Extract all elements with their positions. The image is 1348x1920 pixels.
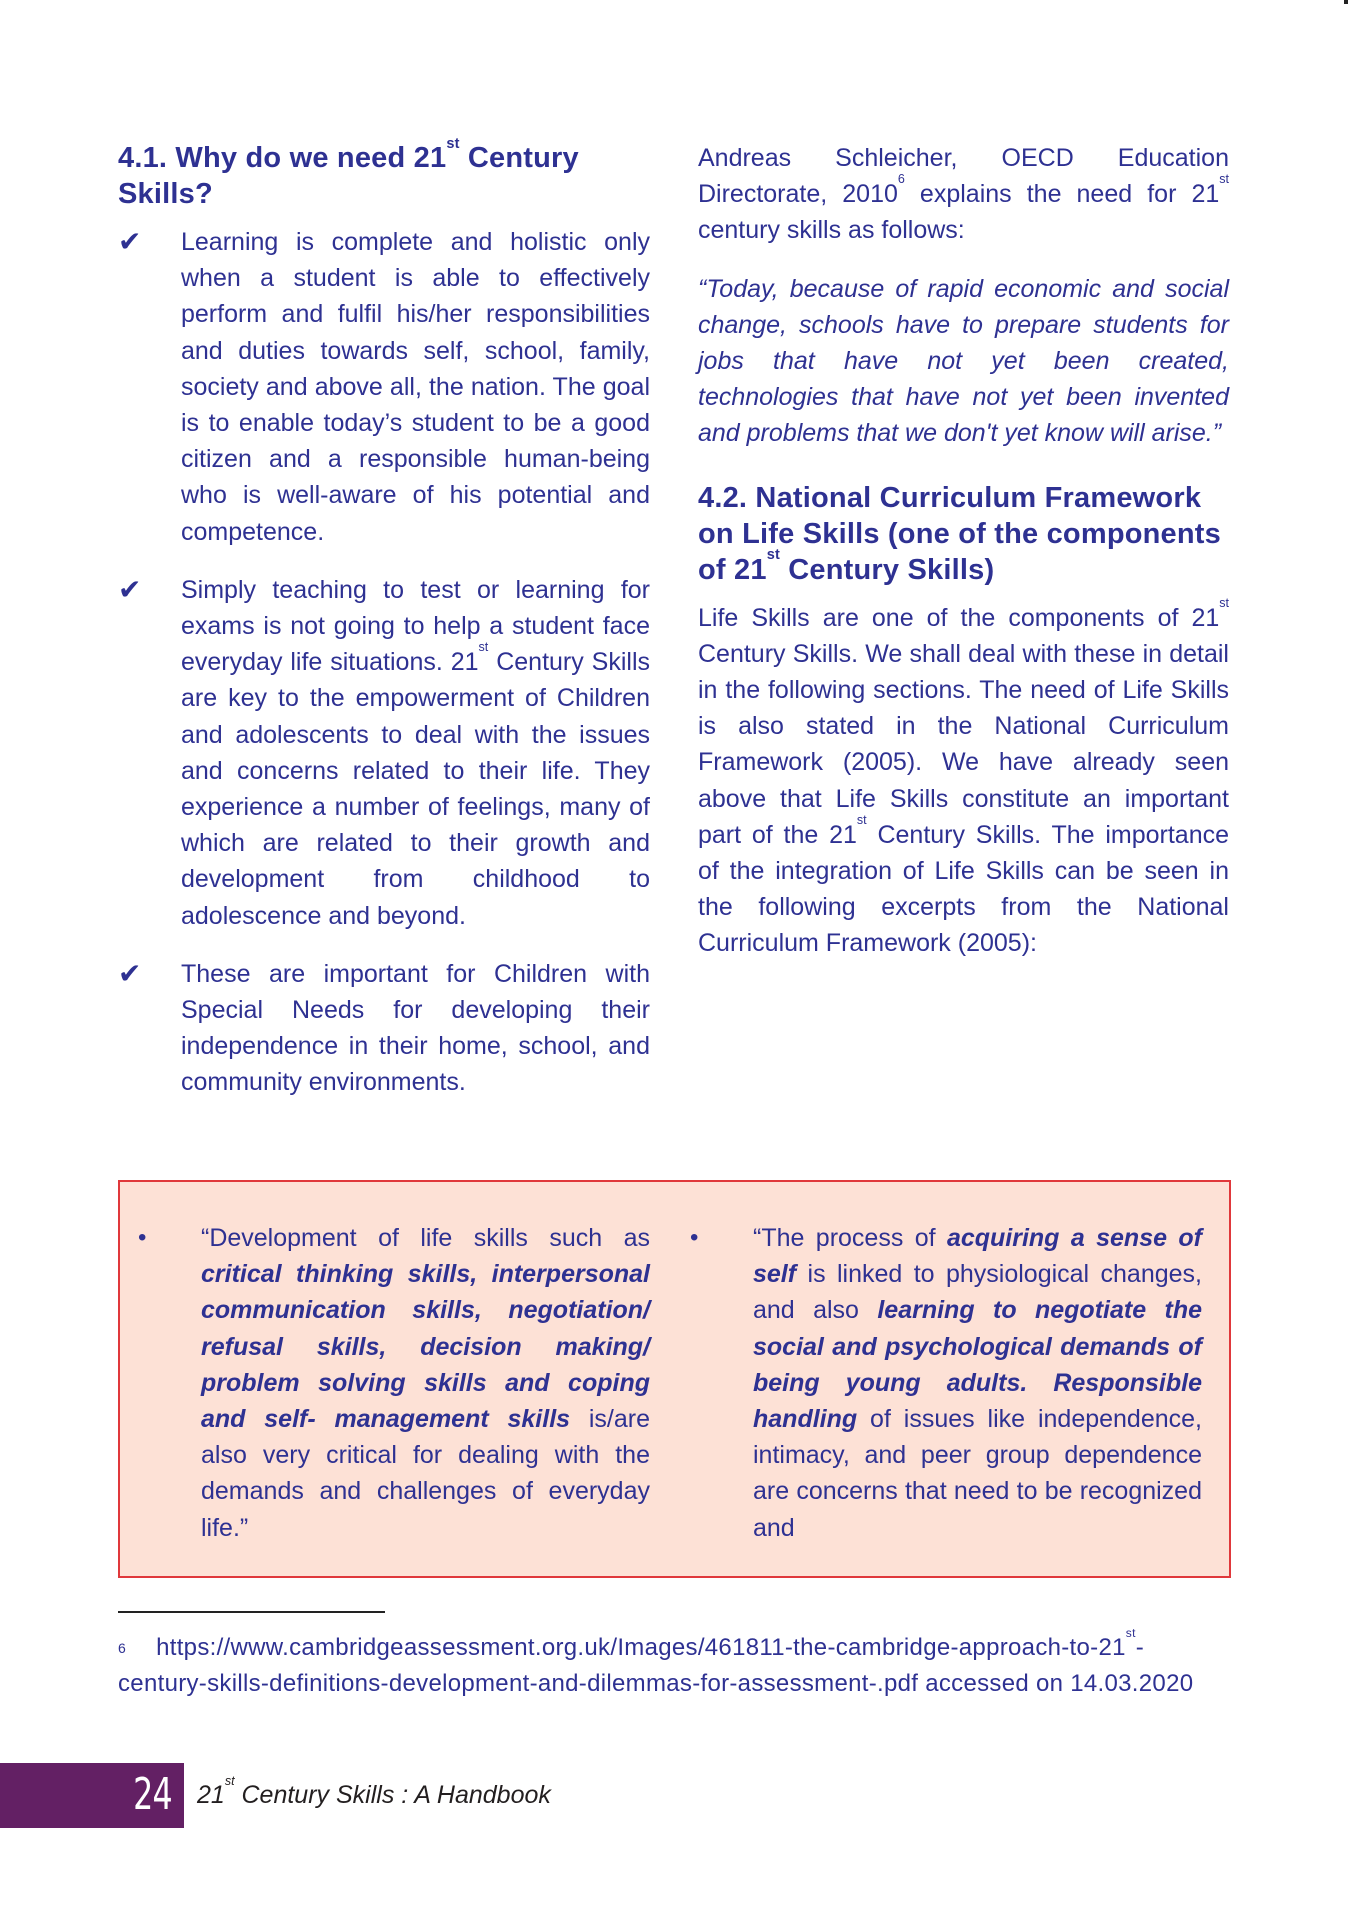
excerpt-column-left bbox=[138, 1220, 650, 1546]
check-icon: ✔ bbox=[118, 573, 142, 605]
heading-text: 4.1. Why do we need 21 bbox=[118, 142, 447, 174]
excerpt-text: is linked to physiological changes, and also bbox=[753, 1260, 1202, 1325]
intro-paragraph bbox=[698, 140, 1229, 249]
excerpt-item bbox=[138, 1220, 650, 1546]
check-icon: ✔ bbox=[118, 226, 142, 257]
intro-text: Andreas Schleicher, OECD Education Directorate, 2010 bbox=[698, 144, 1229, 209]
corner-crop-mark bbox=[1344, 0, 1348, 4]
paragraph-text: Century Skills. We shall deal with these in detail in the following sections. The need of Life Skills is also stated in the National Curriculum Framework (2005). We have already seen above that Life Skills constitute an important part of the 21 bbox=[698, 639, 1229, 849]
schleicher-quote: “Today, because of rapid economic and social change, schools have to prepare students for jobs that have not yet been created, technologies that have not yet been invented and problems that we don't yet know will arise.” bbox=[698, 274, 1229, 448]
footer-text: Century Skills : A Handbook bbox=[234, 1781, 551, 1809]
superscript: st bbox=[446, 135, 460, 152]
excerpt-column-right bbox=[690, 1220, 1202, 1546]
intro-text: explains the need for 21 bbox=[904, 180, 1220, 209]
ncf-excerpt-box bbox=[118, 1180, 1231, 1578]
bullet-icon: • bbox=[690, 1224, 699, 1251]
checklist-item bbox=[118, 224, 650, 550]
excerpt-emphasis: learning to negotiate the social and psychological demands of being young adults. Responsible handling bbox=[753, 1296, 1202, 1434]
excerpt-item bbox=[690, 1220, 1202, 1546]
superscript: st bbox=[766, 547, 780, 564]
checklist-item-text: Learning is complete and holistic only when a student is able to effectively perform and fulfil his/her responsibilities and duties towards self, school, family, society and above all, the nation. The goal is to enable today’s student to be a good citizen and a responsible human-being who is well-aware of his potential and competence. bbox=[181, 228, 650, 546]
checklist bbox=[118, 224, 650, 1101]
intro-text: century skills as follows: bbox=[698, 216, 965, 245]
footnote-reference[interactable]: 6 bbox=[897, 172, 905, 187]
excerpt-emphasis: critical thinking skills, interpersonal communication skills, negotiation/ refusal skills, decision making/ problem solving skills and coping and self- management skills bbox=[201, 1260, 650, 1434]
superscript: st bbox=[1219, 172, 1229, 187]
section-heading-4-2 bbox=[698, 480, 1229, 588]
running-footer-title bbox=[197, 1774, 551, 1812]
footnote bbox=[118, 1626, 1229, 1702]
checklist-item-text: These are important for Children with Special Needs for developing their independence in their home, school, and community environments. bbox=[181, 959, 650, 1097]
excerpt-text: is/are also very critical for dealing with the demands and challenges of everyday life.” bbox=[201, 1405, 650, 1542]
left-column bbox=[118, 135, 651, 1123]
superscript: st bbox=[478, 640, 489, 655]
right-column bbox=[698, 140, 1229, 962]
superscript: st bbox=[1219, 595, 1229, 610]
checklist-item bbox=[118, 572, 650, 934]
footnote-text: -century-skills-definitions-development-and-dilemmas-for-assessment-.pdf accessed on 14.03.2020 bbox=[118, 1634, 1194, 1697]
superscript: st bbox=[1125, 1626, 1136, 1640]
paragraph-text: Century Skills. The importance of the integration of Life Skills can be seen in the following excerpts from the National Curriculum Framework (2005): bbox=[698, 820, 1230, 958]
life-skills-paragraph bbox=[698, 595, 1230, 962]
footnote-link[interactable]: https://www.cambridgeassessment.org.uk/Images/461811-the-cambridge-approach-to-21 bbox=[156, 1634, 1126, 1661]
heading-text: Century Skills) bbox=[779, 553, 995, 586]
checklist-item-text: Simply teaching to test or learning for exams is not going to help a student face everyday life situations. 21 bbox=[181, 575, 650, 677]
footer-text: 21 bbox=[197, 1781, 225, 1809]
section-heading-4-1 bbox=[118, 135, 650, 212]
page-number: 24 bbox=[133, 1769, 172, 1820]
footnote-number: 6 bbox=[118, 1640, 127, 1656]
excerpt-text: “The process of bbox=[753, 1224, 947, 1252]
heading-text: Century Skills? bbox=[118, 142, 579, 210]
check-icon: ✔ bbox=[118, 957, 142, 989]
spacer bbox=[698, 249, 1229, 271]
footnote-divider bbox=[118, 1611, 385, 1613]
checklist-item-text: Century Skills are key to the empowerment of Children and adolescents to deal with the issues and concerns related to their life. They experience a number of feelings, many of which are related to their growth and development from childhood to adolescence and beyond. bbox=[181, 648, 651, 930]
superscript: st bbox=[856, 812, 867, 827]
excerpt-text: “Development of life skills such as bbox=[201, 1224, 650, 1252]
heading-text: 4.2. National Curriculum Framework on Life Skills (one of the components of 21 bbox=[698, 481, 1221, 586]
paragraph-text: Life Skills are one of the components of 21 bbox=[698, 603, 1220, 632]
checklist-item bbox=[118, 956, 650, 1101]
bullet-icon: • bbox=[138, 1224, 147, 1251]
superscript: st bbox=[224, 1774, 235, 1789]
excerpt-emphasis: acquiring a sense of self bbox=[753, 1224, 1202, 1289]
page-number-bar bbox=[0, 1763, 184, 1828]
excerpt-text: of issues like independence, intimacy, and peer group dependence are concerns that need to be recognized and bbox=[753, 1405, 1202, 1542]
